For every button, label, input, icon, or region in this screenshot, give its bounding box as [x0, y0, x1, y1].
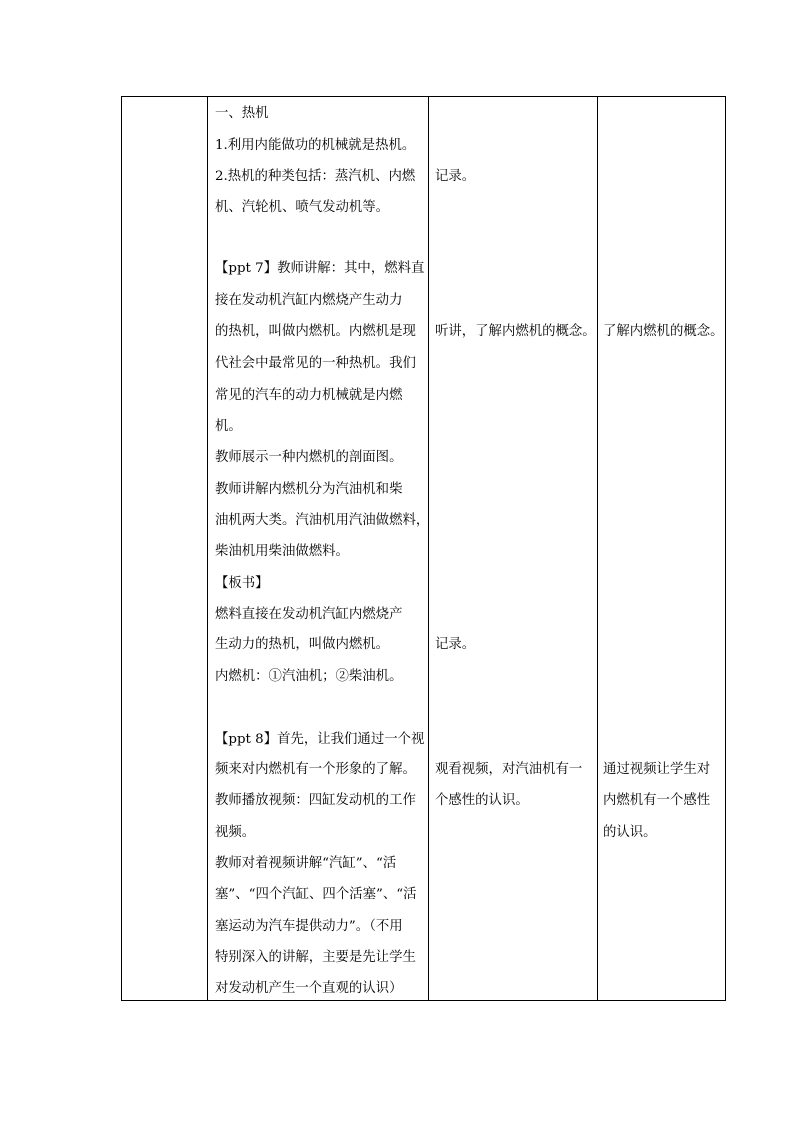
intent-line: 了解内燃机的概念。: [603, 324, 724, 339]
column-divider: [597, 97, 598, 1000]
teacher-line: 教师讲解内燃机分为汽油机和柴: [215, 482, 403, 497]
teacher-line: 对发动机产生一个直观的认识）: [215, 981, 403, 996]
lesson-table: [121, 96, 726, 1001]
teacher-line: 油机两大类。汽油机用汽油做燃料，: [215, 513, 430, 528]
student-line: 记录。: [435, 637, 476, 652]
student-line: 听讲，了解内燃机的概念。: [435, 324, 596, 339]
teacher-line: 教师播放视频：四缸发动机的工作: [215, 793, 416, 808]
student-line: 个感性的认识。: [435, 793, 529, 808]
teacher-line: 教师对着视频讲解“汽缸”、“活: [215, 856, 397, 871]
student-line: 观看视频，对汽油机有一: [435, 762, 583, 777]
teacher-line: 视频。: [215, 825, 256, 840]
teacher-line: 【ppt 8】首先，让我们通过一个视: [215, 732, 425, 747]
teacher-line: 内燃机：①汽油机；②柴油机。: [215, 669, 403, 684]
student-line: 记录。: [435, 169, 476, 184]
teacher-line: 特别深入的讲解，主要是先让学生: [215, 950, 416, 965]
teacher-line: 的热机，叫做内燃机。内燃机是现: [215, 324, 416, 339]
teacher-line: 燃料直接在发动机汽缸内燃烧产: [215, 607, 403, 622]
teacher-line: 生动力的热机，叫做内燃机。: [215, 637, 390, 652]
teacher-line: 一、热机: [215, 106, 269, 121]
teacher-line: 教师展示一种内燃机的剖面图。: [215, 450, 403, 465]
teacher-line: 机。: [215, 419, 242, 434]
teacher-line: 塞”、“四个汽缸、四个活塞”、“活: [215, 887, 417, 902]
intent-line: 内燃机有一个感性: [603, 793, 711, 808]
stage-column: [122, 97, 207, 1000]
teacher-line: 柴油机用柴油做燃料。: [215, 544, 349, 559]
design-intent-column: [603, 97, 727, 1000]
teacher-line: 【板书】: [215, 576, 269, 591]
teacher-line: 塞运动为汽车提供动力”。（不用: [215, 919, 403, 934]
teacher-line: 【ppt 7】教师讲解：其中，燃料直: [215, 261, 425, 276]
teacher-activity-column: [215, 97, 430, 1000]
intent-line: 通过视频让学生对: [603, 762, 711, 777]
intent-line: 的认识。: [603, 825, 657, 840]
teacher-line: 2.热机的种类包括：蒸汽机、内燃: [215, 169, 416, 184]
teacher-line: 频来对内燃机有一个形象的了解。: [215, 762, 416, 777]
teacher-line: 常见的汽车的动力机械就是内燃: [215, 388, 403, 403]
teacher-line: 代社会中最常见的一种热机。我们: [215, 356, 416, 371]
column-divider: [207, 97, 208, 1000]
column-divider: [428, 97, 429, 1000]
student-activity-column: [435, 97, 595, 1000]
teacher-line: 1.利用内能做功的机械就是热机。: [215, 138, 416, 153]
teacher-line: 机、汽轮机、喷气发动机等。: [215, 200, 390, 215]
teacher-line: 接在发动机汽缸内燃烧产生动力: [215, 293, 403, 308]
